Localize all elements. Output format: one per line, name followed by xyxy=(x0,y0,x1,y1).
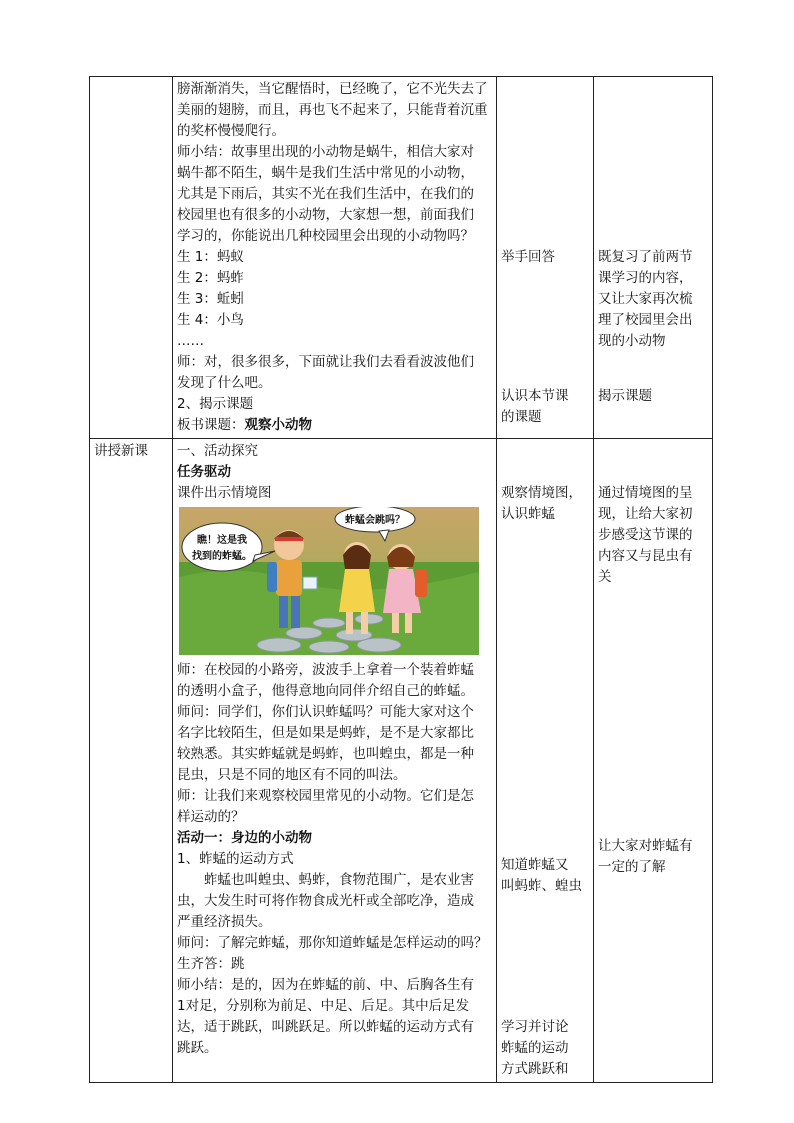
text-line: 知道蚱蜢又 xyxy=(501,857,569,873)
text-line: 关 xyxy=(598,569,612,585)
design-intent-text xyxy=(598,247,708,352)
text-line: 美丽的翅膀，而且，再也飞不起来了，只能背着沉重 xyxy=(177,102,488,118)
text-line: 学习的，你能说出几种校园里会出现的小动物吗？ xyxy=(177,228,474,244)
text-line: 名字比较陌生，但是如果是蚂蚱，是不是大家都比 xyxy=(177,725,474,741)
text-line: 认识蚱蜢 xyxy=(501,506,555,522)
teaching-content-cell xyxy=(173,439,497,1083)
board-title-line: 板书课题：观察小动物 xyxy=(177,417,312,433)
text-line: 认识本节课 xyxy=(501,388,569,404)
text-line: 2、揭示课题 xyxy=(177,396,254,412)
text-line: 既复习了前两节 xyxy=(598,249,693,265)
table-row xyxy=(90,77,713,439)
text-line: 一定的了解 xyxy=(598,859,666,875)
student-activity-text: 举手回答 xyxy=(501,249,555,265)
subsection-heading: 1、蚱蜢的运动方式 xyxy=(177,851,294,867)
text-line: 1对足，分别称为前足、中足、后足。其中后足发 xyxy=(177,998,470,1014)
text-line: 师：在校园的小路旁，波波手上拿着一个装着蚱蜢 xyxy=(177,662,474,678)
text-line: 样运动的？ xyxy=(177,809,245,825)
scene-illustration xyxy=(179,507,479,655)
text-line: 步感受这节课的 xyxy=(598,527,693,543)
lesson-plan-table xyxy=(89,76,713,1083)
design-intent-text xyxy=(598,836,708,878)
bubble-left-line2: 找到的蚱蜢。 xyxy=(192,551,252,562)
stage-cell xyxy=(90,77,173,439)
text-line: 的奖杯慢慢爬行。 xyxy=(177,123,285,139)
text-line: 严重经济损失。 xyxy=(177,914,272,930)
text-line: 蚱蜢的运动 xyxy=(501,1040,569,1056)
design-intent-text xyxy=(598,483,708,588)
text-line: 蚱蜢也叫蝗虫、蚂蚱，食物范围广，是农业害 xyxy=(204,872,474,888)
student-activity-cell xyxy=(497,439,594,1083)
task-heading: 任务驱动 xyxy=(177,464,231,480)
text-line: 师：对，很多很多，下面就让我们去看看波波他们 xyxy=(177,354,474,370)
text-line: 校园里也有很多的小动物，大家想一想，前面我们 xyxy=(177,207,474,223)
text-line: 课学习的内容， xyxy=(598,270,693,286)
text-line: 方式跳跃和 xyxy=(501,1061,569,1077)
student-activity-text xyxy=(501,1017,589,1080)
content-lines xyxy=(177,660,492,828)
text-line: 观察情境图， xyxy=(501,485,582,501)
text-line: 叫蚂蚱、蝗虫 xyxy=(501,878,582,894)
text-line: 发现了什么吧。 xyxy=(177,375,272,391)
text-line: 师小结：故事里出现的小动物是蜗牛，相信大家对 xyxy=(177,144,474,160)
student-activity-text xyxy=(501,386,589,428)
content-lines xyxy=(177,79,492,415)
text-line: 跳跃。 xyxy=(177,1040,218,1056)
text-line: 又让大家再次梳 xyxy=(598,291,693,307)
text-line: 生 1：蚂蚁 xyxy=(177,249,244,265)
bubble-left-line1: 瞧！这是我 xyxy=(197,535,247,546)
text-line: 师小结：是的，因为在蚱蜢的前、中、后胸各生有 xyxy=(177,977,474,993)
table-row xyxy=(90,439,713,1083)
text-line: 内容又与昆虫有 xyxy=(598,548,693,564)
content-lines xyxy=(177,870,492,1059)
text-line: 生 4：小鸟 xyxy=(177,312,244,328)
teaching-content-cell xyxy=(173,77,497,439)
text-line: …… xyxy=(177,333,204,349)
bubble-right-text: 蚱蜢会跳吗？ xyxy=(345,515,405,526)
stage-cell: 讲授新课 xyxy=(90,439,173,1083)
text-line: 虫，大发生时可将作物食成光杆或全部吃净，造成 xyxy=(177,893,474,909)
text-line: 理了校园里会出 xyxy=(598,312,693,328)
student-activity-text xyxy=(501,483,589,525)
text-line: 尤其是下雨后，其实不光在我们生活中，在我们的 xyxy=(177,186,474,202)
text-line: 通过情境图的呈 xyxy=(598,485,693,501)
text-line: 现，让给大家初 xyxy=(598,506,693,522)
text-line: 生 2：蚂蚱 xyxy=(177,270,244,286)
design-intent-text: 揭示课题 xyxy=(598,388,652,404)
text-line: 师：让我们来观察校园里常见的小动物。它们是怎 xyxy=(177,788,474,804)
text-line: 膀渐渐消失，当它醒悟时，已经晚了，它不光失去了 xyxy=(177,81,488,97)
text-line: 师问：了解完蚱蜢，那你知道蚱蜢是怎样运动的吗？ xyxy=(177,935,488,951)
text-line: 达，适于跳跃，叫跳跃足。所以蚱蜢的运动方式有 xyxy=(177,1019,474,1035)
student-activity-text xyxy=(501,855,589,897)
text-line: 生 3：蚯蚓 xyxy=(177,291,244,307)
text-line: 师问：同学们，你们认识蚱蜢吗？可能大家对这个 xyxy=(177,704,474,720)
text-line: 学习并讨论 xyxy=(501,1019,569,1035)
text-line: 较熟悉。其实蚱蜢就是蚂蚱，也叫蝗虫，都是一种 xyxy=(177,746,474,762)
section-heading: 一、活动探究 xyxy=(177,443,258,459)
text-line: 昆虫，只是不同的地区有不同的叫法。 xyxy=(177,767,407,783)
text-line: 生齐答：跳 xyxy=(177,956,245,972)
courseware-note: 课件出示情境图 xyxy=(177,485,272,501)
design-intent-cell xyxy=(594,439,713,1083)
text-line: 的课题 xyxy=(501,409,542,425)
text-line: 让大家对蚱蜢有 xyxy=(598,838,693,854)
text-line: 现的小动物 xyxy=(598,333,666,349)
activity-heading: 活动一：身边的小动物 xyxy=(177,830,312,846)
student-activity-cell xyxy=(497,77,594,439)
design-intent-cell xyxy=(594,77,713,439)
text-line: 蜗牛都不陌生，蜗牛是我们生活中常见的小动物， xyxy=(177,165,474,181)
text-line: 的透明小盒子，他得意地向同伴介绍自己的蚱蜢。 xyxy=(177,683,474,699)
